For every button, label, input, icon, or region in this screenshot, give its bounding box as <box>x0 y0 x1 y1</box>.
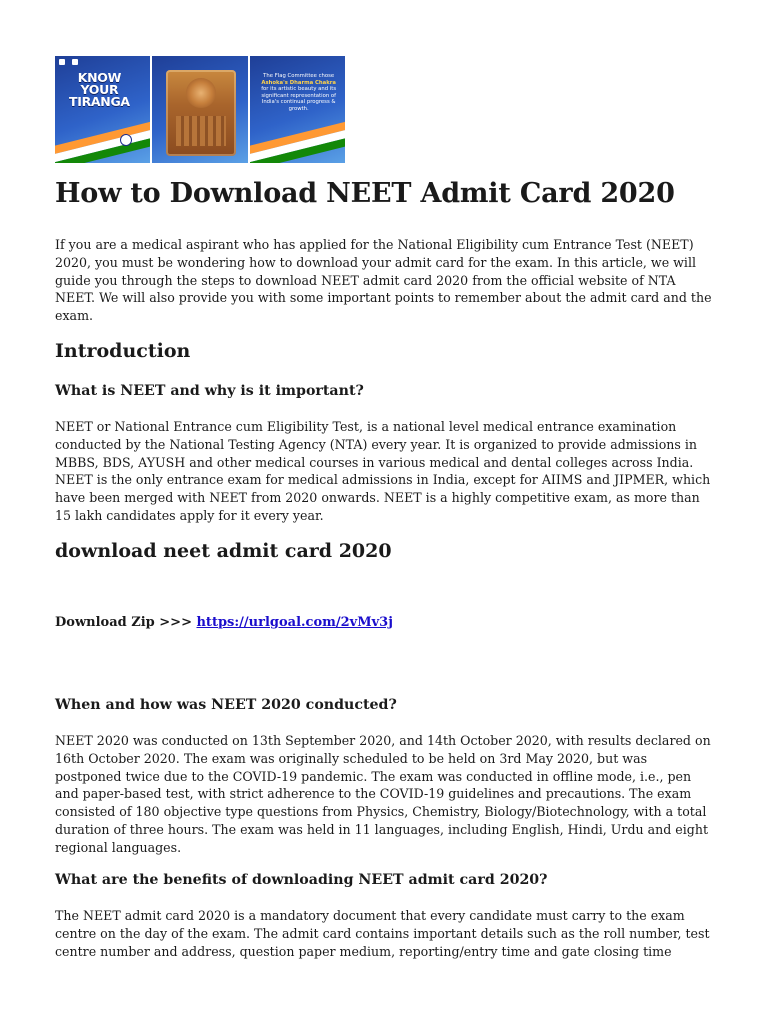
tricolor-flag-graphic <box>55 114 150 163</box>
page-title: How to Download NEET Admit Card 2020 <box>55 178 675 209</box>
banner-know-your-tiranga-text: KNOW YOUR TIRANGA <box>69 70 130 109</box>
banner-panel-know-your-tiranga <box>55 56 150 163</box>
ashoka-chakra-icon <box>120 134 132 146</box>
question-heading-when-conducted: When and how was NEET 2020 conducted? <box>55 697 397 713</box>
neet-description-paragraph: NEET or National Entrance cum Eligibility Test, is a national level medical entrance examination conducted by the National Testing Agency (NTA) every year. It is organized to provide admissions in MBBS, BDS, AYUSH and other medical courses in various medical and dental colleges across India. NEET is the only entrance exam for medical admissions in India, except for AIIMS and JIPMER, which have been merged with NEET from 2020 onwards. NEET is a highly competitive exam, as more than 15 lakh candidates apply for it every year. <box>55 419 711 523</box>
banner-panel-dharma-chakra <box>152 56 247 163</box>
wheel-icon <box>186 78 216 108</box>
section-heading-download: download neet admit card 2020 <box>55 540 392 562</box>
flag-committee-text: The Flag Committee chose Ashoka's Dharma Chakra for its artistic beauty and its significant representation of India's continual progress & growth. <box>261 73 337 112</box>
ministry-logos <box>59 59 78 66</box>
section-heading-introduction: Introduction <box>55 340 191 362</box>
download-zip-label: Download Zip >>> <box>55 615 197 630</box>
download-zip-line <box>55 615 393 630</box>
intro-paragraph: If you are a medical aspirant who has applied for the National Eligibility cum Entrance Test (NEET) 2020, you must be wondering how to download your admit card for the exam. In this article, we will guide you through the steps to download NEET admit card 2020 from the official website of NTA NEET. We will also provide you with some important points to remember about the admit card and the exam. <box>55 237 712 324</box>
question-heading-benefits: What are the benefits of downloading NEET admit card 2020? <box>55 872 548 888</box>
tricolor-flag-graphic-2 <box>250 114 345 163</box>
question-heading-what-is-neet: What is NEET and why is it important? <box>55 383 364 399</box>
banner-panel-flag-committee <box>250 56 345 163</box>
benefits-paragraph: The NEET admit card 2020 is a mandatory document that every candidate must carry to the exam centre on the day of the exam. The admit card contains important details such as the roll number, test centre number and address, question paper medium, reporting/entry time and gate closing time <box>55 908 710 959</box>
download-link[interactable]: https://urlgoal.com/2vMv3j <box>196 615 393 630</box>
know-your-tiranga-banner <box>55 56 345 163</box>
exam-conducted-paragraph: NEET 2020 was conducted on 13th September 2020, and 14th October 2020, with results declared on 16th October 2020. The exam was originally scheduled to be held on 3rd May 2020, but was postponed twice due to the COVID-19 pandemic. The exam was conducted in offline mode, i.e., pen and paper-based test, with strict adherence to the COVID-19 guidelines and precautions. The exam consisted of 180 objective type questions from Physics, Chemistry, Biology/Biotechnology, with a total duration of three hours. The exam was held in 11 languages, including English, Hindi, Urdu and eight regional languages. <box>55 733 711 855</box>
dharma-chakra-carving-image <box>166 70 236 156</box>
